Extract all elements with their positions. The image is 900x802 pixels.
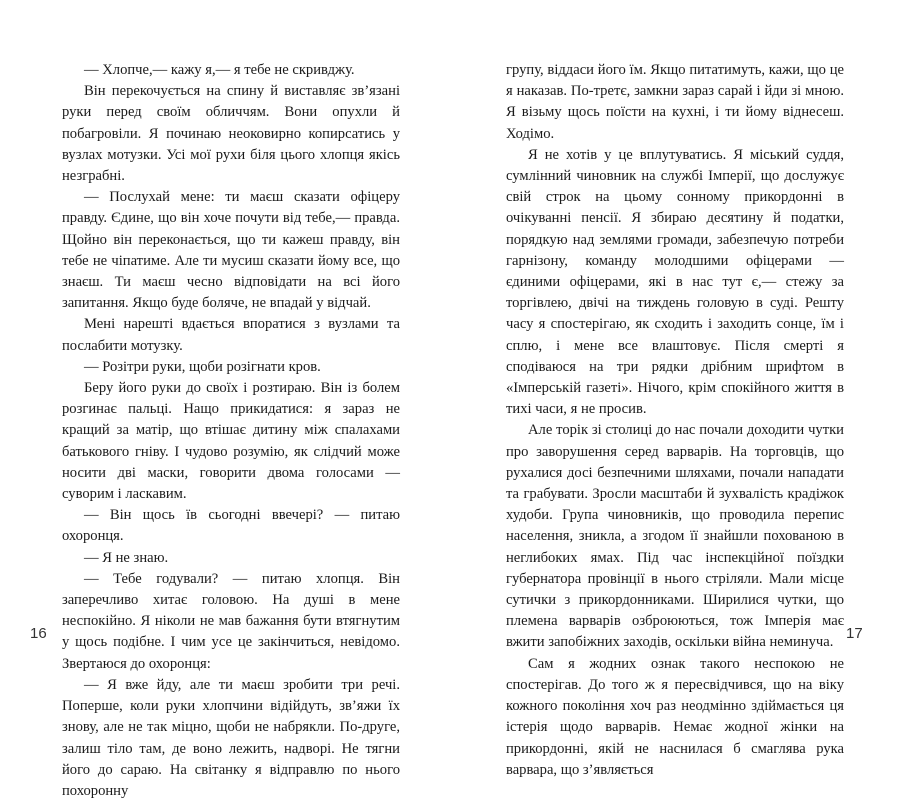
paragraph: Сам я жодних ознак такого неспокою не спостерігав. До того ж я пересвідчився, що на віку кожного покоління хоч раз неодмінно здіймається ця істерія щодо варварів. Немає жодної жінки на прикордонні, якій не наснилася б смаглява рука варвара, що з’являється xyxy=(506,655,844,778)
page-number-left: 16 xyxy=(30,625,47,642)
paragraph: — Хлопче,— кажу я,— я тебе не скривджу. xyxy=(84,62,355,78)
paragraph: — Розітри руки, щоби розігнати кров. xyxy=(84,358,321,375)
paragraph: — Тебе годували? — питаю хлопця. Він заперечливо хитає головою. На душі в мене неспокійно. Я ніколи не мав бажання бути втягнутим у щось подібне. І чим усе це закінчиться, невідомо. Звертаюся до охоронця: xyxy=(62,570,400,672)
paragraph: — Я вже йду, але ти маєш зробити три речі. Поперше, коли руки хлопчини відійдуть, зв’яжи їх знову, але не так міцно, щоби не набрякли. По-друге, залиш тіло там, де воно лежить, надворі. Не тягни його до сараю. На світанку я відправлю по нього похоронну xyxy=(62,676,400,799)
paragraph: Я не хотів у це вплутуватись. Я міський суддя, сумлінний чиновник на службі Імперії, що дослужує свій строк на цьому сонному прикордонні в очікуванні пенсії. Я збираю десятину й податки, порядкую над землями громади, забезпечую потреби гарнізону, команду молодшими офіцерами — єдиними офіцерами, які в нас тут є,— стежу за торгівлею, двічі на тиждень головую в суді. Решту часу я спостерігаю, як сходить і заходить сонце, їм і сплю, і мене все влаштовує. Після смерті я сподіваюся на три рядки дрібним шрифтом в «Імперській газеті». Нічого, крім спокійного життя в тихі часи, я не просив. xyxy=(506,146,844,418)
paragraph: — Послухай мене: ти маєш сказати офіцеру правду. Єдине, що він хоче почути від тебе,— правда. Щойно він переконається, що ти кажеш правду, він тебе не чіпатиме. Але ти мусиш сказати йому все, що знаєш. Ти маєш чесно відповідати на всі його запитання. Якщо буде боляче, не впадай у відчай. xyxy=(62,189,400,312)
page-number-right: 17 xyxy=(846,625,863,642)
paragraph: Але торік зі столиці до нас почали доходити чутки про заворушення серед варварів. На торговців, що рухалися досі безпечними шляхами, почали нападати та грабувати. Зросли масштаби й зухвалість крадіжок худоби. Група чиновників, що проводила перепис населення, зникла, а згодом її знайшли похованою в неглибоких ямах. Під час інспекційної поїздки губернатора провінції в нього стріляли. Мали місце сутички з прикордонниками. Ширилися чутки, що племена варварів озброюються, тож Імперія має вжити запобіжних заходів, оскільки війна неминуча. xyxy=(506,422,844,651)
paragraph: Беру його руки до своїх і розтираю. Він із болем розгинає пальці. Нащо прикидатися: я зараз не кращий за матір, що втішає дитину між спалахами батькового гніву. І чудово розумію, як слідчий може носити дві маски, говорити двома голосами — суворим і ласкавим. xyxy=(62,380,400,503)
paragraph: Він перекочується на спину й виставляє зв’язані руки перед своїм обличчям. Вони опухли й побагровіли. Я починаю неоковирно копирсатись у вузлах мотузки. Усі мої рухи біля цього хлопця якісь незграбні. xyxy=(62,83,400,185)
paragraph: — Я не знаю. xyxy=(84,549,169,566)
paragraph: групу, віддаси його їм. Якщо питатимуть, кажи, що це я наказав. По-третє, замкни зараз сарай і йди зі мною. Я візьму щось поїсти на кухні, і ти йому віднесеш. Ходімо. xyxy=(506,62,844,142)
paragraph: Мені нарешті вдається впоратися з вузлами та послабити мотузку. xyxy=(62,316,400,354)
left-page-text xyxy=(62,60,400,802)
right-page-text xyxy=(506,60,844,781)
paragraph: — Він щось їв сьогодні ввечері? — питаю охоронця. xyxy=(62,507,400,545)
